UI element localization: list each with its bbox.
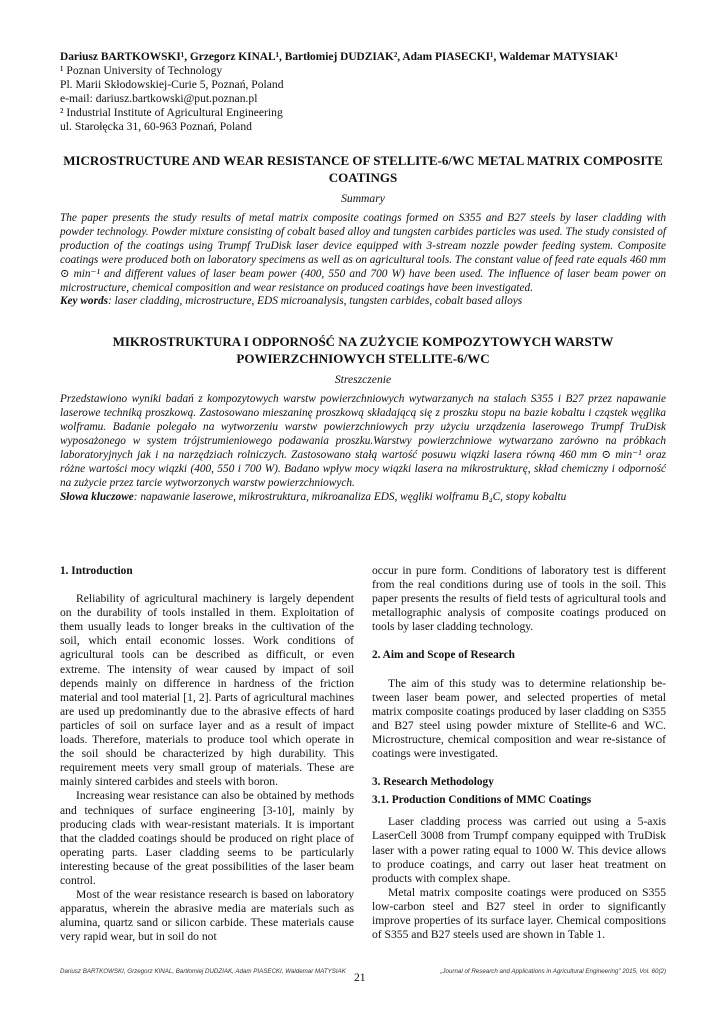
affiliation-line: ul. Starołęcka 31, 60-963 Poznań, Poland <box>60 120 252 133</box>
footer-authors: Dariusz BARTKOWSKI, Grzegorz KINAL, Bartłomiej DUDZIAK, Adam PIASECKI, Waldemar MATYSIAK <box>60 968 346 975</box>
polish-keywords <box>60 491 666 505</box>
subsection-heading: 3.1. Production Conditions of MMC Coatings <box>372 794 592 807</box>
keywords-text: : laser cladding, microstructure, EDS microanalysis, tungsten carbides, cobalt based alloys <box>108 295 523 308</box>
polish-title: MIKROSTRUKTURA I ODPORNOŚĆ NA ZUŻYCIE KOMPOZYTOWYCH WARSTW POWIERZCHNIOWYCH STELLITE-6/WC <box>112 334 614 367</box>
section-heading: 1. Introduction <box>60 565 133 577</box>
affiliation-line: Pl. Marii Skłodowskiej-Curie 5, Poznań, Poland <box>60 78 284 91</box>
body-columns <box>60 564 666 944</box>
affiliation-line: ² Industrial Institute of Agricultural Engineering <box>60 106 283 119</box>
english-keywords <box>60 295 666 309</box>
section-heading: 3. Research Methodology <box>372 776 494 789</box>
affiliation-email: e-mail: dariusz.bartkowski@put.poznan.pl <box>60 92 258 105</box>
english-title: MICROSTRUCTURE AND WEAR RESISTANCE OF STELLITE-6/WC METAL MATRIX COMPOSITE COATINGS <box>63 153 663 185</box>
author-list: Dariusz BARTKOWSKI¹, Grzegorz KINAL¹, Bartłomiej DUDZIAK², Adam PIASECKI¹, Waldemar MATYSIAK¹ <box>60 51 619 63</box>
page-number: 21 <box>354 971 366 984</box>
left-column <box>60 564 354 944</box>
polish-summary: Przedstawiono wyniki badań z kompozytowych warstw powierzchniowych wytwarzanych na stalach S355 i B27 przez napawanie laserowe techniką proszkową. Zastosowano mieszaninę proszkową składającą się z proszku stopu na bazie kobaltu i cząstek węglika wolframu. Badanie polegało na wytworzeniu warstw powierzchniowych przy użyciu urządzenia laserowego Trumpf TruDisk wyposażonego w system trójstrumieniowego podawania proszku.Warstwy powierzchniowe wytwarzano zarówno na próbkach laboratoryjnych jak i na narzędziach rolniczych. Zastosowano stałą wartość posuwu wiązki lasera równą 460 mm ⊙ min⁻¹ oraz różne wartości mocy wiązki (400, 550 i 700 W). Badano wpływ mocy wiązki lasera na mikrostrukturę, skład chemiczny i odporność na zużycie przez tarcie wytworzonych warstw powierzchniowych. <box>60 393 666 489</box>
paragraph: occur in pure form. Conditions of laboratory test is different from the real conditions during use of tools in the soil. This paper presents the results of field tests of agricultural tools and metallographic analysis of composite coatings produced on tools by laser cladding technology. <box>372 564 666 634</box>
paragraph: Most of the wear resistance research is based on laboratory apparatus, wherein the abrasive media are materials such as alumina, quartz sand or silicon carbide. These materials cause very rapid wear, but in soil do not <box>60 888 354 944</box>
right-column <box>372 564 666 944</box>
paragraph: Laser cladding process was carried out using a 5-axis LaserCell 3008 from Trumpf company equipped with TruDisk laser with a power rating equal to 1000 W. This device allows to produce coatings, and carry out laser heat treatment on products with complex shape. <box>372 815 666 885</box>
section-heading: 2. Aim and Scope of Research <box>372 649 515 662</box>
keywords-label: Słowa kluczowe <box>60 490 134 503</box>
paragraph: Reliability of agricultural machinery is largely dependent on the durability of tools installed in them. Exploitation of them usually leads to longer breaks in the cultivation of the soil, which entail economic losses. Work conditions of agricultural tools can be described as difficult, or even extreme. The intensity of wear caused by impact of soil depends mainly on difference in hardness of the friction material and tool material [1, 2]. Parts of agricultural machines are used up predominantly due to the abrasive effects of hard particles of soil on surface layer and as a result of impact loads. Therefore, materials to produce tool which operate in the soil should be characterized by high durability. This requirement meets very small group of materials. These are mainly sintered carbides and steels with boron. <box>60 592 354 789</box>
english-summary: The paper presents the study results of metal matrix composite coatings formed on S355 and B27 steels by laser cladding with powder technology. Powder mixture consisting of cobalt based alloy and tungsten carbides particles was used. The study consisted of production of the coatings using Trumpf TruDisk laser device equipped with 3-stream nozzle powder feeding system. Composite coatings were produced both on laboratory specimens as well as on agricultural tools. The constant value of feed rate equals 460 mm ⊙ min⁻¹ and different values of laser beam power (400, 550 and 700 W) have been used. The influence of laser beam power on microstructure, chemical composition and wear resistance on produced coatings have been investigated. <box>60 212 666 294</box>
paragraph: The aim of this study was to determine relationship be-tween laser beam power, and selected properties of metal matrix composite coatings produced by laser cladding on S355 and B27 steel using powder mixture of Stellite-6 and WC. Microstructure, chemical composition and wear re-sistance of coatings were investigated. <box>372 676 666 761</box>
page-header-block <box>60 50 666 505</box>
paragraph: Increasing wear resistance can also be obtained by methods and techniques of surface engineering [3-10], mainly by producing clads with wear-resistant materials. It is important that the cladded coatings should be produced on right place of operating parts. Laser cladding seems to be particularly interesting because of the great possibilities of the laser beam control. <box>60 789 354 887</box>
keywords-label: Key words <box>60 295 109 308</box>
streszczenie-label: Streszczenie <box>334 373 392 387</box>
keywords-text: : napawanie laserowe, mikrostruktura, mikroanaliza EDS, węgliki wolframu B₄C, stopy kobaltu <box>133 490 567 503</box>
summary-label: Summary <box>341 192 385 205</box>
paragraph: Metal matrix composite coatings were produced on S355 low-carbon steel and B27 steel in order to significantly improve properties of its surface layer. Chemical compositions of S355 and B27 steels used are shown in Table 1. <box>372 885 666 942</box>
footer-journal: „Journal of Research and Applications in Agricultural Engineering” 2015, Vol. 60(2) <box>440 968 666 975</box>
affiliation-line: ¹ Poznan University of Technology <box>60 64 223 77</box>
